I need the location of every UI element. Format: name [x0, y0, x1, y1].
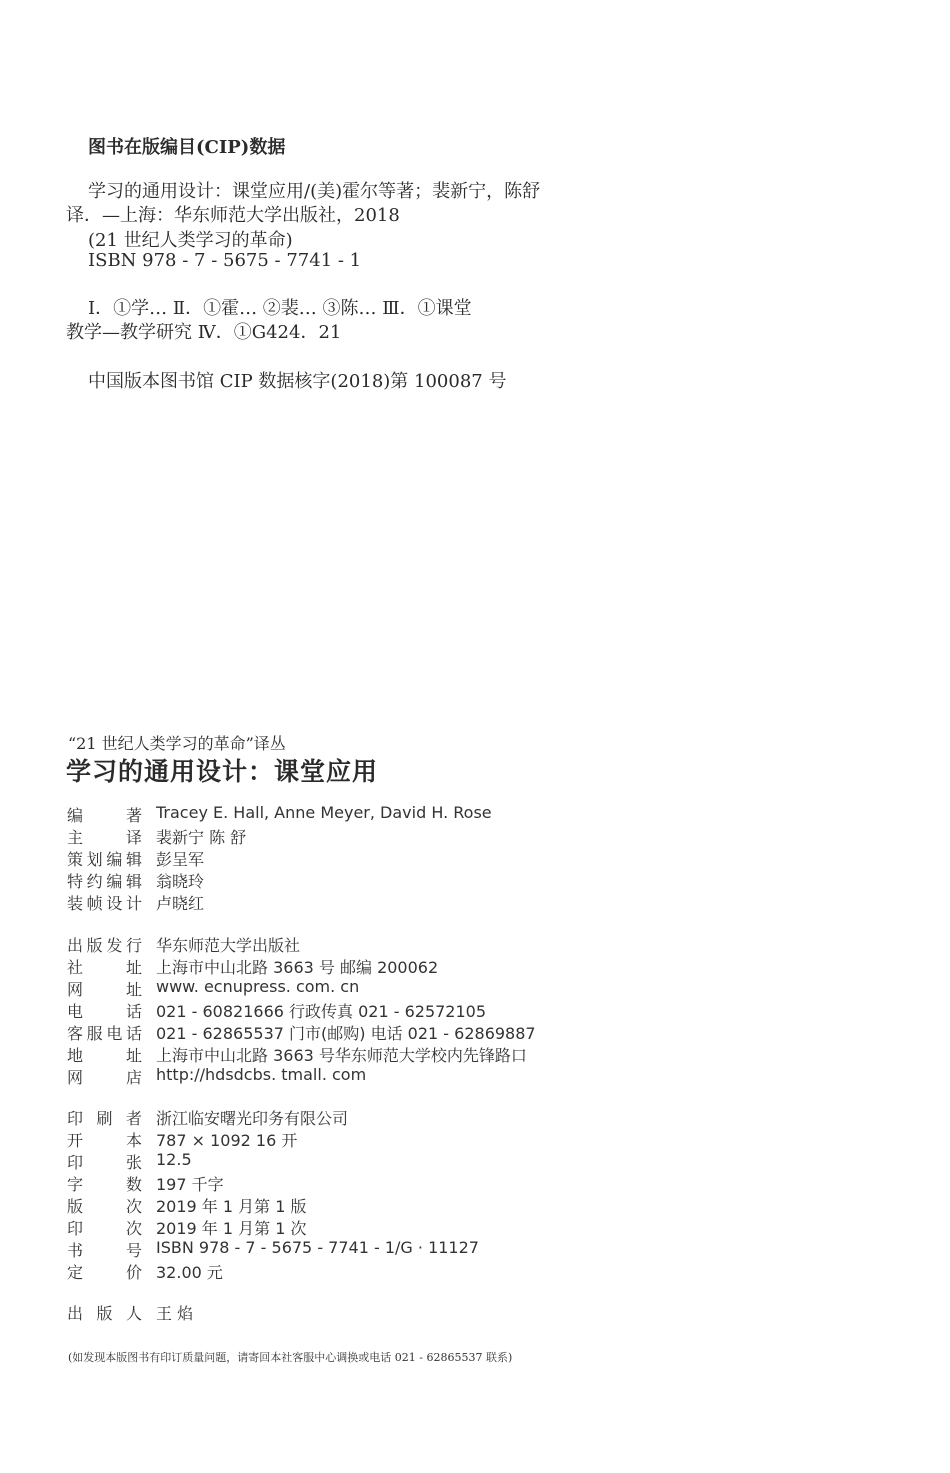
- credit-row: [67, 869, 205, 892]
- printing-row: [67, 1194, 307, 1217]
- printing-row: [67, 1216, 307, 1239]
- printing-label: 印 次: [67, 1219, 142, 1238]
- credit-row: [67, 891, 205, 914]
- printing-label: 印 刷 者: [67, 1109, 142, 1128]
- publisher-row: [67, 1043, 527, 1066]
- printing-value: 2019 年 1 月第 1 次: [156, 1219, 307, 1238]
- quality-footnote: (如发现本版图书有印订质量问题，请寄回本社客服中心调换或电话 021 - 62865537 联系): [68, 1351, 513, 1364]
- credit-label: 策划编辑: [67, 850, 142, 869]
- printing-row: [67, 1128, 298, 1151]
- printing-row: [67, 1238, 479, 1261]
- publisher-value: 上海市中山北路 3663 号 邮编 200062: [156, 958, 439, 977]
- cip-line-7: 中国版本图书馆 CIP 数据核字(2018)第 100087 号: [88, 371, 507, 392]
- book-title: 学习的通用设计：课堂应用: [66, 757, 379, 786]
- credit-value: 卢晓红: [156, 894, 205, 913]
- printing-label: 书 号: [67, 1241, 142, 1260]
- credit-label: 特约编辑: [67, 872, 142, 891]
- publisher-person-row: [67, 1301, 194, 1324]
- printing-value: 32.00 元: [156, 1263, 223, 1282]
- publisher-value: www. ecnupress. com. cn: [156, 977, 360, 996]
- credit-label: 编 著: [67, 806, 142, 825]
- credit-value: 彭呈军: [156, 850, 205, 869]
- credit-row: [67, 803, 492, 826]
- credit-row: [67, 847, 205, 870]
- publisher-label: 网 店: [67, 1068, 142, 1087]
- series-title: “21 世纪人类学习的革命”译丛: [68, 734, 286, 753]
- publisher-row: [67, 977, 360, 1000]
- credit-value: 裴新宁 陈 舒: [156, 828, 247, 847]
- publisher-value: 上海市中山北路 3663 号华东师范大学校内先锋路口: [156, 1046, 527, 1065]
- printing-value: 197 千字: [156, 1175, 224, 1194]
- publisher-label: 电 话: [67, 1002, 142, 1021]
- cip-line-3: (21 世纪人类学习的革命): [88, 230, 293, 251]
- publisher-row: [67, 955, 439, 978]
- printing-value: 浙江临安曙光印务有限公司: [156, 1109, 349, 1128]
- printing-value: 787 × 1092 16 开: [156, 1131, 298, 1150]
- credit-value: 翁晓玲: [156, 872, 205, 891]
- credit-value: Tracey E. Hall, Anne Meyer, David H. Rose: [156, 803, 492, 822]
- publisher-label: 出版发行: [67, 936, 142, 955]
- publisher-row: [67, 1021, 536, 1044]
- publisher-label: 客服电话: [67, 1024, 142, 1043]
- credit-row: [67, 825, 247, 848]
- cip-line-4: ISBN 978 - 7 - 5675 - 7741 - 1: [88, 250, 362, 271]
- credit-label: 主 译: [67, 828, 142, 847]
- publisher-row: [67, 1065, 367, 1088]
- cip-line-1: 学习的通用设计：课堂应用/(美)霍尔等著；裴新宁，陈舒: [88, 181, 541, 202]
- credit-label: 装帧设计: [67, 894, 142, 913]
- printing-row: [67, 1106, 349, 1129]
- cip-line-5: Ⅰ．①学… Ⅱ．①霍… ②裴… ③陈… Ⅲ．①课堂: [88, 298, 472, 319]
- publisher-value: 021 - 60821666 行政传真 021 - 62572105: [156, 1002, 487, 1021]
- cip-line-6: 教学—教学研究 Ⅳ．①G424．21: [66, 322, 342, 343]
- publisher-label: 地 址: [67, 1046, 142, 1065]
- publisher-label: 社 址: [67, 958, 142, 977]
- printing-row: [67, 1150, 192, 1173]
- publisher-value: 华东师范大学出版社: [156, 936, 301, 955]
- printing-label: 开 本: [67, 1131, 142, 1150]
- printing-value: 12.5: [156, 1150, 192, 1169]
- publisher-person-label: 出 版 人: [67, 1304, 142, 1323]
- cip-title: 图书在版编目(CIP)数据: [88, 137, 286, 158]
- printing-row: [67, 1260, 223, 1283]
- printing-value: ISBN 978 - 7 - 5675 - 7741 - 1/G · 11127: [156, 1238, 479, 1257]
- publisher-row: [67, 933, 301, 956]
- printing-label: 版 次: [67, 1197, 142, 1216]
- publisher-label: 网 址: [67, 980, 142, 999]
- publisher-person-value: 王 焰: [156, 1304, 194, 1323]
- publisher-value: 021 - 62865537 门市(邮购) 电话 021 - 62869887: [156, 1024, 536, 1043]
- printing-value: 2019 年 1 月第 1 版: [156, 1197, 307, 1216]
- printing-label: 字 数: [67, 1175, 142, 1194]
- publisher-value: http://hdsdcbs. tmall. com: [156, 1065, 367, 1084]
- publisher-row: [67, 999, 487, 1022]
- printing-row: [67, 1172, 224, 1195]
- printing-label: 印 张: [67, 1153, 142, 1172]
- cip-line-2: 译．—上海：华东师范大学出版社，2018: [66, 205, 400, 226]
- printing-label: 定 价: [67, 1263, 142, 1282]
